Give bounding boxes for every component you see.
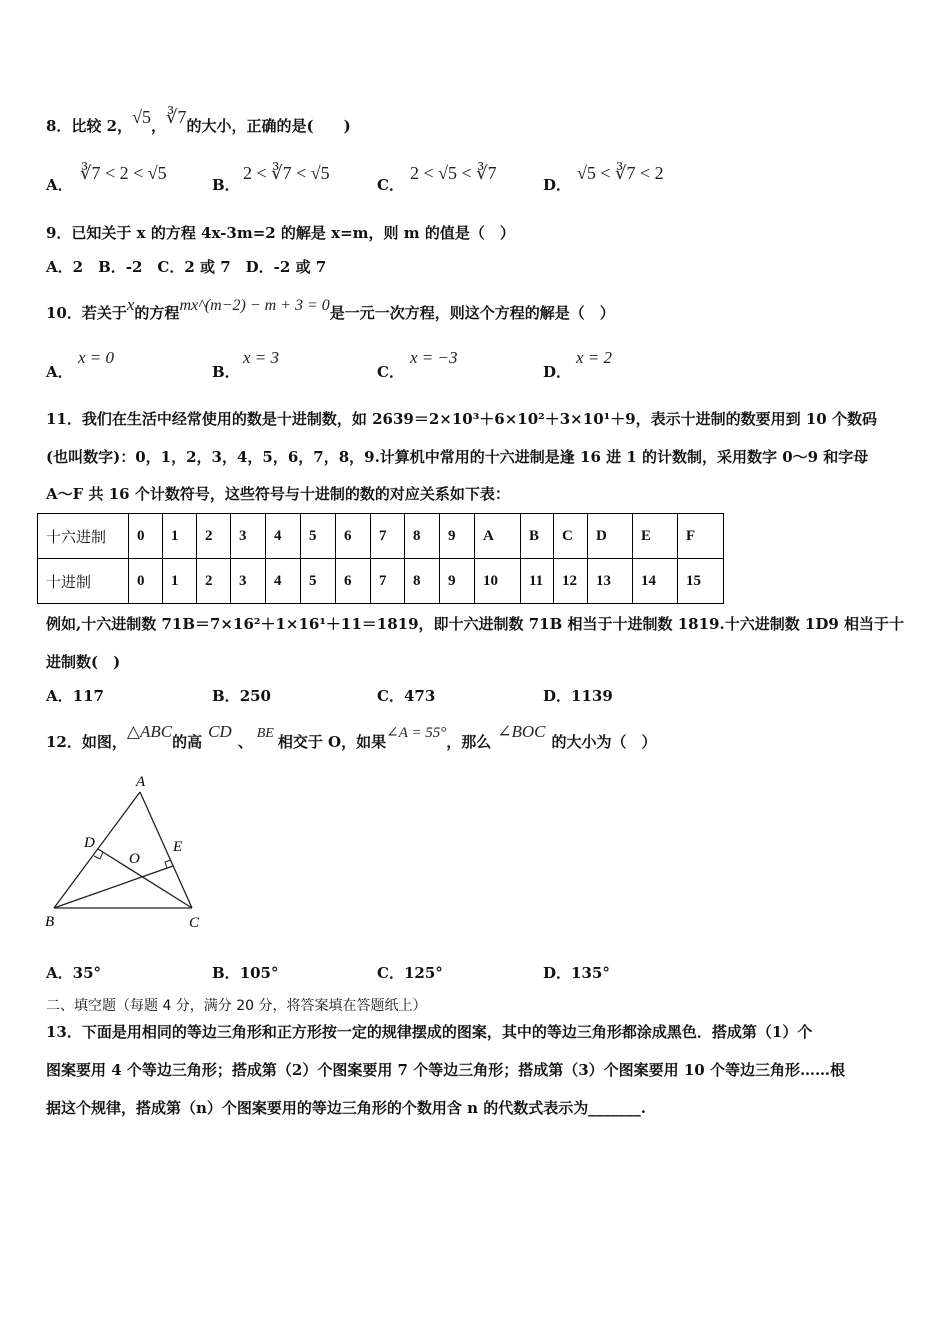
q11-line3: A～F 共 16 个计数符号，这些符号与十进制的数的对应关系如下表： [46, 485, 510, 503]
option-value: 35° [72, 964, 102, 982]
q10-stem-suffix: 是一元一次方程，则这个方程的解是（ ） [329, 304, 615, 322]
table-cell: 8 [405, 514, 440, 559]
q10-option-c[interactable] [377, 361, 404, 382]
option-label: A． [46, 964, 73, 982]
table-row-dec [38, 559, 724, 604]
table-cell: 3 [231, 559, 266, 604]
table-cell: 7 [371, 514, 405, 559]
triangle-figure [40, 768, 220, 938]
table-cell: 8 [405, 559, 440, 604]
label-o: O [129, 851, 140, 867]
q11-option-c[interactable] [377, 685, 435, 706]
table-header-hex: 十六进制 [38, 514, 129, 559]
option-label: B． [212, 363, 240, 381]
table-cell: E [633, 514, 678, 559]
q10-equation: mx^(m−2) − m + 3 = 0 [179, 297, 330, 314]
option-label: D． [543, 176, 572, 194]
table-cell: 12 [554, 559, 588, 604]
table-cell: 15 [678, 559, 724, 604]
option-value: 250 [239, 687, 271, 705]
q8-cbrt7: ∛7 [166, 107, 187, 127]
q10-stem [46, 295, 615, 323]
table-cell: 4 [266, 559, 301, 604]
q10-option-a[interactable] [46, 361, 73, 382]
option-value: 473 [403, 687, 436, 705]
table-cell: 13 [588, 559, 633, 604]
option-value: 125° [403, 964, 443, 982]
option-label: B． [212, 176, 240, 194]
q10-option-b[interactable] [212, 361, 240, 382]
table-cell: D [588, 514, 633, 559]
q10-option-b-expr: x = 3 [243, 348, 280, 367]
q11-line4: 例如,十六进制数 71B＝7×16²＋1×16¹＋11＝1819，即十六进制数 71B 相当于十进制数 1819.十六进制数 1D9 相当于十 [46, 615, 905, 633]
table-cell: 1 [163, 559, 197, 604]
option-label: A． [46, 687, 73, 705]
label-d: D [84, 835, 95, 851]
table-cell: 4 [266, 514, 301, 559]
table-cell: 10 [475, 559, 521, 604]
option-value: 105° [239, 964, 279, 982]
option-label: D． [543, 687, 572, 705]
table-cell: 6 [336, 559, 371, 604]
table-cell: 5 [301, 514, 336, 559]
label-b: B [45, 914, 55, 930]
q11-option-b[interactable] [212, 685, 271, 706]
q12-stem [46, 722, 657, 752]
q10-option-c-expr: x = −3 [410, 348, 458, 367]
q8-option-c[interactable] [377, 174, 404, 195]
q10-stem-prefix: 10．若关于 [46, 304, 127, 322]
q13-line3: 据这个规律，搭成第（n）个图案要用的等边三角形的个数用含 n 的代数式表示为_______. [46, 1099, 646, 1117]
q11-line2: (也叫数字)：0，1，2，3，4，5，6，7，8，9.计算机中常用的十六进制是逢 16 进 1 的计数制，采用数字 0～9 和字母 [46, 448, 869, 466]
table-cell: A [475, 514, 521, 559]
table-row-hex [38, 514, 724, 559]
option-label: C． [377, 176, 404, 194]
table-cell: C [554, 514, 588, 559]
label-c: C [189, 915, 200, 931]
q8-stem-suffix: 的大小，正确的是( ) [186, 117, 351, 135]
q8-stem-prefix: 8．比较 2， [46, 117, 133, 135]
q9-stem: 9．已知关于 x 的方程 4x-3m=2 的解是 x=m，则 m 的值是（ ） [46, 224, 515, 242]
q12-option-c[interactable] [377, 962, 443, 983]
q12-triangle: △ABC [126, 722, 173, 741]
table-cell: 9 [440, 514, 475, 559]
option-label: D． [543, 363, 572, 381]
q10-option-d-expr: x = 2 [576, 348, 613, 367]
q11-line5: 进制数( ) [46, 653, 121, 671]
q12-option-d[interactable] [543, 962, 610, 983]
table-cell: 0 [129, 514, 163, 559]
option-label: B． [212, 964, 240, 982]
q12-text: 的高 [172, 733, 203, 751]
q8-option-d-expr: √5 < ∛7 < 2 [577, 163, 664, 183]
option-value: 135° [571, 964, 610, 982]
table-cell: 11 [521, 559, 554, 604]
q8-option-a[interactable] [46, 174, 73, 195]
q13-line1: 13．下面是用相同的等边三角形和正方形按一定的规律摆成的图案，其中的等边三角形都涂成黑色．搭成第（1）个 [46, 1023, 813, 1041]
table-cell: 2 [197, 514, 231, 559]
option-label: C． [377, 363, 404, 381]
q12-angle-a: ∠A = 55° [386, 725, 447, 741]
q12-angle-boc: ∠BOC [497, 722, 546, 741]
table-cell: 5 [301, 559, 336, 604]
table-cell: 7 [371, 559, 405, 604]
q12-text: ，那么 [446, 733, 492, 751]
table-cell: 2 [197, 559, 231, 604]
option-label: B． [212, 687, 240, 705]
table-header-dec: 十进制 [38, 559, 129, 604]
altitude-be [54, 866, 173, 908]
q8-option-b[interactable] [212, 174, 240, 195]
option-value: 1139 [571, 687, 613, 705]
q10-option-d[interactable] [543, 361, 571, 382]
option-label: A． [46, 363, 73, 381]
q8-option-c-expr: 2 < √5 < ∛7 [410, 163, 497, 183]
q12-text: 、 [237, 733, 253, 751]
table-cell: F [678, 514, 724, 559]
q8-stem [46, 107, 351, 136]
q9-options[interactable]: A．2 B．-2 C．2 或 7 D．-2 或 7 [46, 258, 327, 276]
q12-text: 的大小为（ ） [551, 733, 657, 751]
q12-text: 相交于 O，如果 [277, 733, 387, 751]
q8-option-d[interactable] [543, 174, 571, 195]
table-cell: 9 [440, 559, 475, 604]
option-value: 117 [72, 687, 104, 705]
q11-line1: 11．我们在生活中经常使用的数是十进制数，如 2639＝2×10³＋6×10²＋3×10¹＋9，表示十进制的数要用到 10 个数码 [46, 410, 877, 428]
option-label: D． [543, 964, 572, 982]
q12-option-b[interactable] [212, 962, 279, 983]
q8-option-b-expr: 2 < ∛7 < √5 [243, 163, 330, 183]
hex-decimal-table [37, 513, 724, 604]
q8-sqrt5: √5 [132, 107, 151, 127]
q11-option-a[interactable] [46, 685, 104, 706]
q10-stem-mid: 的方程 [134, 304, 180, 322]
side-ab [54, 792, 140, 908]
option-label: C． [377, 964, 404, 982]
q12-stem-prefix: 12．如图， [46, 733, 127, 751]
q8-sep: ， [151, 117, 167, 135]
table-cell: 14 [633, 559, 678, 604]
table-cell: 3 [231, 514, 266, 559]
option-label: A． [46, 176, 73, 194]
q12-cd: CD [208, 722, 232, 741]
table-cell: 0 [129, 559, 163, 604]
q12-be: BE [256, 726, 274, 741]
q11-option-d[interactable] [543, 685, 613, 706]
altitude-cd [98, 849, 192, 908]
side-ac [140, 792, 192, 908]
q13-line2: 图案要用 4 个等边三角形；搭成第（2）个图案要用 7 个等边三角形；搭成第（3）个图案要用 10 个等边三角形……根 [46, 1061, 845, 1079]
table-cell: B [521, 514, 554, 559]
q8-option-a-expr: ∛7 < 2 < √5 [80, 163, 167, 183]
label-e: E [173, 839, 183, 855]
option-label: C． [377, 687, 404, 705]
label-a: A [136, 774, 146, 790]
table-cell: 1 [163, 514, 197, 559]
section-heading: 二、填空题（每题 4 分，满分 20 分，将答案填在答题纸上） [46, 998, 427, 1014]
table-cell: 6 [336, 514, 371, 559]
q10-option-a-expr: x = 0 [78, 348, 115, 367]
q12-option-a[interactable] [46, 962, 101, 983]
q10-var-x: x [126, 295, 135, 314]
